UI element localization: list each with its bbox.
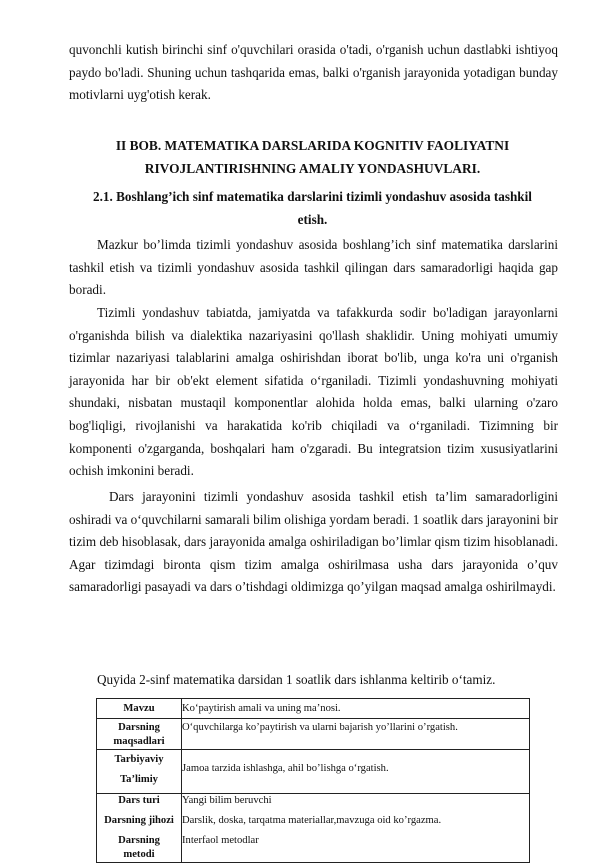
row-label-mavzu: Mavzu — [97, 699, 182, 719]
section-title — [60, 185, 565, 231]
chapter-title — [60, 134, 565, 180]
top-paragraph: quvonchli kutish birinchi sinf o'quvchilari orasida o'tadi, o'rganish uchun dastlabki ishtiyoq paydo bo'ladi. Shuning uchun tashqarida emas, balki o'rganish jarayonida yotadigan bunday motivlarni uyg'otish kerak. — [69, 42, 558, 103]
lesson-plan-table — [96, 698, 530, 863]
row-value-dars-turi-jihoz-metod: Yangi bilim beruvchi Darslik, doska, tarqatma materiallar,mavzuga oid ko’rgazma. Interfaol metodlar — [182, 794, 530, 863]
section-title-line1: 2.1. Boshlang’ich sinf matematika darslarini tizimli yondashuv asosida tashkil — [93, 189, 532, 204]
row-value-tarbiyaviy: Jamoa tarzida ishlashga, ahil bo’lishga o‘rgatish. — [182, 750, 530, 794]
body-paragraph-1: Mazkur bo’limda tizimli yondashuv asosida boshlang’ich sinf matematika darslarini tashkil etish va tizimli yondashuv asosida tashkil qilingan dars samaradorligi haqida gap boradi. — [69, 237, 558, 298]
table-row — [97, 719, 530, 750]
row-label-dars-turi-jihoz-metod: Dars turi Darsning jihozi Darsning metodi — [97, 794, 182, 863]
row-label-maqsad: Darsning maqsadlari — [97, 719, 182, 750]
chapter-title-line1: II BOB. MATEMATIKA DARSLARIDA KOGNITIV FAOLIYATNI — [115, 138, 510, 153]
body-paragraph-3: Dars jarayonini tizimli yondashuv asosida tashkil etish ta’lim samaradorligini oshiradi va o‘quvchilarni samarali bilim olishiga yordam beradi. 1 soatlik dars jarayonini bir tizim deb hisoblasak, dars jarayonida amalga oshiriladigan bo’limlar qism tizim hisoblanadi. Agar tizimdagi bironta qism tizim amalga oshirilmasa usha dars jarayonida o’quv samaradorligi pasayadi va dars o’tishdagi oldimizga qo’yilgan maqsad amalga oshirilmaydi. — [69, 489, 558, 595]
table-row — [97, 699, 530, 719]
chapter-title-line2: RIVOJLANTIRISHNING AMALIY YONDASHUVLARI. — [144, 161, 481, 176]
section-title-line2: etish. — [297, 212, 328, 227]
table-row — [97, 794, 530, 863]
body-paragraph-2: Tizimli yondashuv tabiatda, jamiyatda va tafakkurda sodir bo'ladigan jarayonlarni o'rganishda bilish va dialektika nazariyasini qo'llash shaklidir. Uning mohiyati umumiy tizimlar nazariyasi talablarini amalga oshirishdan iborat bo'lib, unga ko'ra uni o'rganish jarayonida har bir ob'ekt element sifatida o‘rganiladi. Tizimli yondashuvning mohiyati shundaki, nisbatan mustaqil komponentlar alohida holda emas, balki ularning o'zaro bog'liqligi, rivojlanishi va harakatida ko'rib chiqiladi va o‘rganiladi. Tizimning bir komponenti o'zgarganda, boshqalari ham o'zgaradi. Bu integratsion tizim xususiyatlarini ochish imkonini beradi. — [69, 305, 558, 479]
row-value-mavzu: Ko‘paytirish amali va uning ma’nosi. — [182, 699, 530, 719]
row-value-maqsad: O‘quvchilarga ko’paytirish va ularni bajarish yo’llarini o’rgatish. — [182, 719, 530, 750]
table-intro: Quyida 2-sinf matematika darsidan 1 soatlik dars ishlanma keltirib o‘tamiz. — [97, 672, 496, 687]
table-row — [97, 750, 530, 794]
row-label-tarbiyaviy: Tarbiyaviy Ta’limiy — [97, 750, 182, 794]
